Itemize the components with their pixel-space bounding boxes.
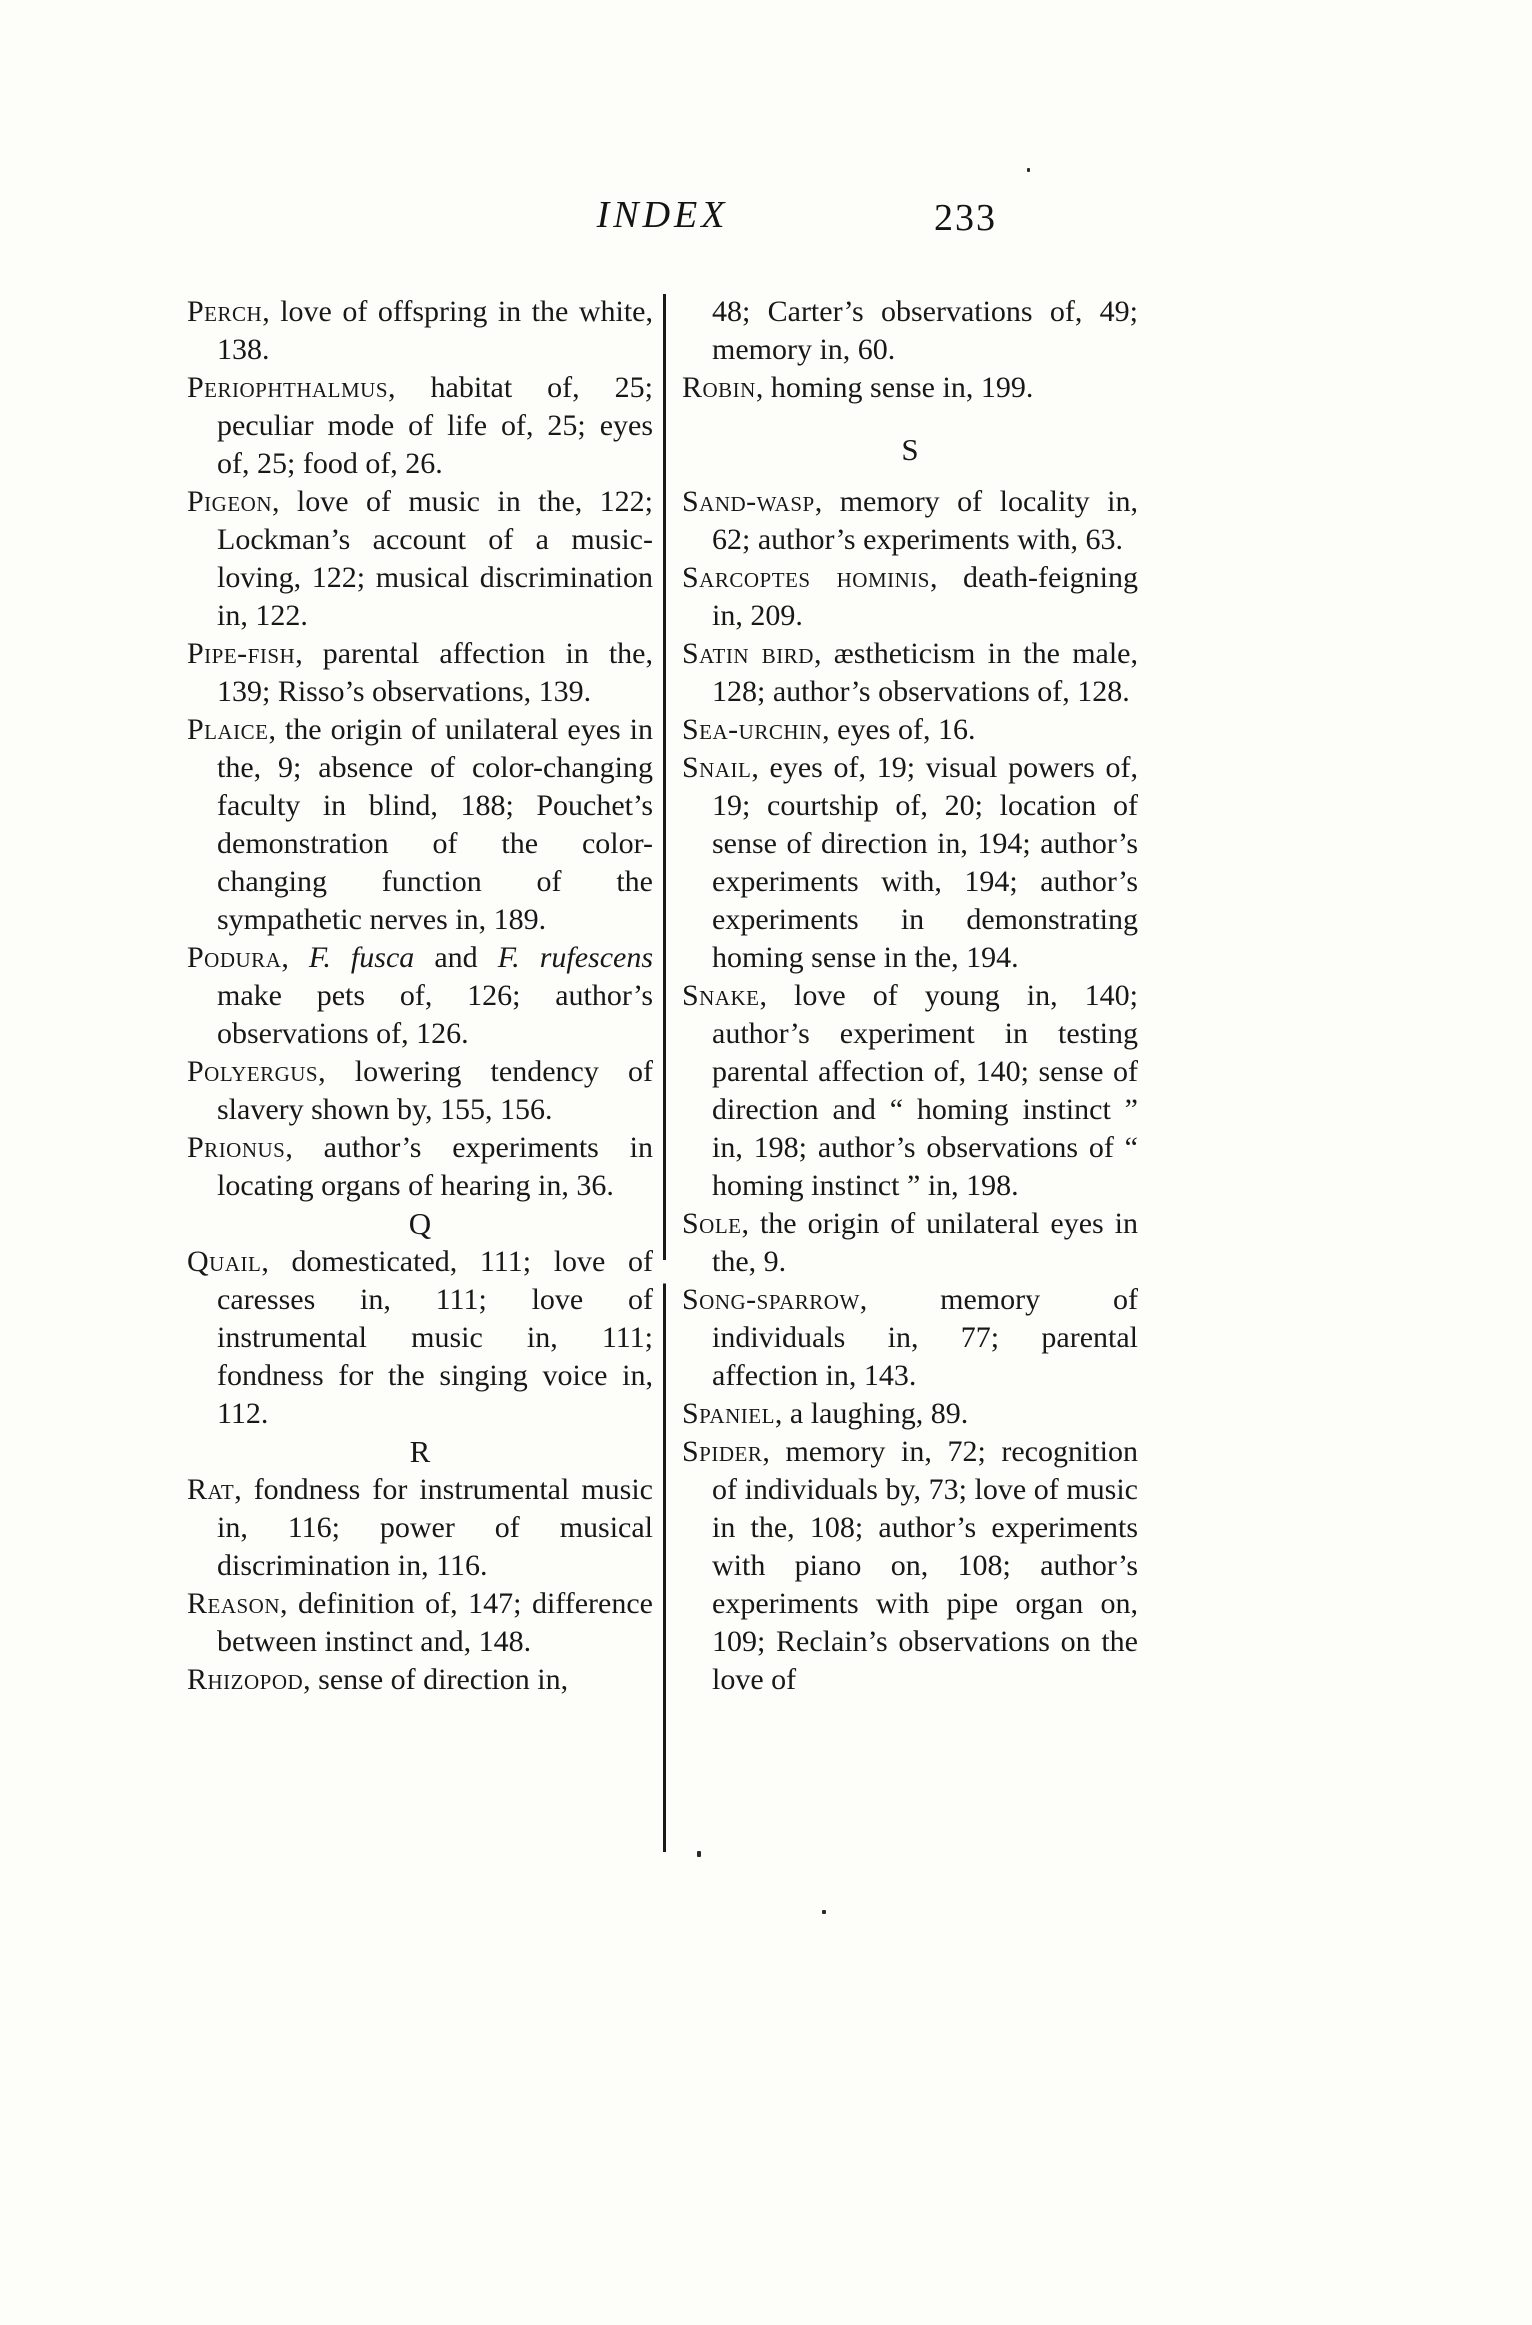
entry-term: Robin — [682, 371, 756, 404]
index-entry-plaice — [187, 711, 653, 939]
entry-term: Snail — [682, 751, 752, 784]
page-title: INDEX — [596, 194, 729, 236]
column-left — [187, 293, 653, 1699]
index-entry-pigeon — [187, 483, 653, 635]
entry-term: Rat — [187, 1473, 235, 1506]
column-divider — [663, 294, 666, 1852]
entry-term: Pigeon — [187, 485, 273, 518]
entry-text: , the origin of unilateral eyes in the, 9. — [712, 1207, 1138, 1278]
entry-term: Perch — [187, 295, 263, 328]
entry-term: Podura — [187, 941, 282, 974]
index-entry-rhizopod — [187, 1661, 653, 1699]
entry-term: Sand-wasp — [682, 485, 815, 518]
index-entry-sole — [682, 1205, 1138, 1281]
index-entry-podura — [187, 939, 653, 1053]
index-entry-spaniel — [682, 1395, 1138, 1433]
entry-text: and — [414, 941, 498, 974]
entry-text: , domesticated, 111; love of caresses in, 111; love of instrumental music in, 111; fondness for the singing voice in, 112. — [217, 1245, 653, 1430]
entry-text-italic: F. fusca — [308, 941, 415, 974]
index-entry-satin-bird — [682, 635, 1138, 711]
index-entry-periophthalmus — [187, 369, 653, 483]
entry-text: , homing sense in, 199. — [755, 371, 1034, 404]
index-entry-pipe-fish — [187, 635, 653, 711]
entry-text: , the origin of unilateral eyes in the, 9; absence of color-changing faculty in blind, 188; Pouchet’s demonstration of the color-changing function of the sympathetic nerves in, 189. — [217, 713, 653, 936]
entry-text: , fondness for instrumental music in, 116; power of musical discrimination in, 116. — [217, 1473, 653, 1582]
entry-term: Polyergus — [187, 1055, 319, 1088]
entry-term: Satin bird — [682, 637, 814, 670]
entry-term: Spider — [682, 1435, 763, 1468]
entry-text: , love of young in, 140; author’s experiment in testing parental affection of, 140; sense of direction and “ homing instinct ” in, 198; author’s observations of “ homing instinct ” in, 198. — [712, 979, 1138, 1202]
index-entry-sea-urchin — [682, 711, 1138, 749]
index-entry-polyergus — [187, 1053, 653, 1129]
scan-speck — [697, 1851, 701, 1857]
entry-term: Quail — [187, 1245, 262, 1278]
index-entry-sand-wasp — [682, 483, 1138, 559]
scan-speck — [1027, 168, 1030, 172]
entry-text: , death-feigning in, 209. — [712, 561, 1138, 632]
entry-term: Snake — [682, 979, 760, 1012]
entry-text: , lowering tendency of slavery shown by, 155, 156. — [217, 1055, 653, 1126]
entry-term: Sea-urchin — [682, 713, 823, 746]
entry-term: Sarcoptes hominis — [682, 561, 930, 594]
index-entry-snail — [682, 749, 1138, 977]
index-entry-snake — [682, 977, 1138, 1205]
entry-term: Periophthalmus — [187, 371, 389, 404]
index-entry-continuation — [682, 293, 1138, 369]
entry-text: make pets of, 126; author’s observations of, 126. — [217, 979, 653, 1050]
index-entry-quail — [187, 1243, 653, 1433]
section-letter-r: R — [409, 1434, 431, 1469]
entry-text: 48; Carter’s observations of, 49; memory in, 60. — [712, 295, 1138, 366]
column-right — [682, 293, 1138, 1699]
entry-text: , author’s experiments in locating organs of hearing in, 36. — [217, 1131, 653, 1202]
entry-text: , love of offspring in the white, 138. — [217, 295, 653, 366]
index-entry-reason — [187, 1585, 653, 1661]
entry-text: , eyes of, 19; visual powers of, 19; courtship of, 20; location of sense of direction in, 194; author’s experiments with, 194; author’s experiments in demonstrating homing sense in the, 194. — [712, 751, 1138, 974]
entry-text: , a laughing, 89. — [774, 1397, 969, 1430]
entry-text: , memory of individuals in, 77; parental affection in, 143. — [712, 1283, 1138, 1392]
entry-text: , habitat of, 25; peculiar mode of life of, 25; eyes of, 25; food of, 26. — [217, 371, 653, 480]
entry-term: Song-sparrow — [682, 1283, 860, 1316]
entry-text: , parental affection in the, 139; Risso’s observations, 139. — [217, 637, 653, 708]
entry-term: Reason — [187, 1587, 281, 1620]
entry-text: , memory in, 72; recognition of individuals by, 73; love of music in the, 108; author’s experiments with piano on, 108; author’s experiments with pipe organ on, 109; Reclain’s observations on the love of — [712, 1435, 1138, 1696]
entry-term: Sole — [682, 1207, 742, 1240]
entry-term: Plaice — [187, 713, 269, 746]
entry-text: , eyes of, 16. — [822, 713, 976, 746]
index-entry-robin — [682, 369, 1138, 407]
entry-term: Prionus — [187, 1131, 286, 1164]
entry-text-italic: F. rufescens — [497, 941, 654, 974]
entry-text: , definition of, 147; difference between instinct and, 148. — [217, 1587, 653, 1658]
entry-text: , — [281, 941, 309, 974]
entry-text: , æstheticism in the male, 128; author’s observations of, 128. — [712, 637, 1138, 708]
entry-term: Pipe-fish — [187, 637, 296, 670]
page-number: 233 — [934, 197, 997, 239]
entry-text: , memory of locality in, 62; author’s experiments with, 63. — [712, 485, 1138, 556]
entry-text: , sense of direction in, — [303, 1663, 569, 1696]
entry-text: , love of music in the, 122; Lockman’s account of a music-loving, 122; musical discrimination in, 122. — [217, 485, 653, 632]
scan-speck — [822, 1910, 826, 1914]
index-entry-prionus — [187, 1129, 653, 1205]
index-entry-sarcoptes-hominis — [682, 559, 1138, 635]
index-entry-rat — [187, 1471, 653, 1585]
index-entry-perch — [187, 293, 653, 369]
entry-term: Spaniel — [682, 1397, 775, 1430]
index-entry-spider — [682, 1433, 1138, 1699]
section-letter-q: Q — [408, 1206, 432, 1241]
index-entry-song-sparrow — [682, 1281, 1138, 1395]
section-letter-s: S — [901, 432, 919, 467]
entry-term: Rhizopod — [187, 1663, 304, 1696]
